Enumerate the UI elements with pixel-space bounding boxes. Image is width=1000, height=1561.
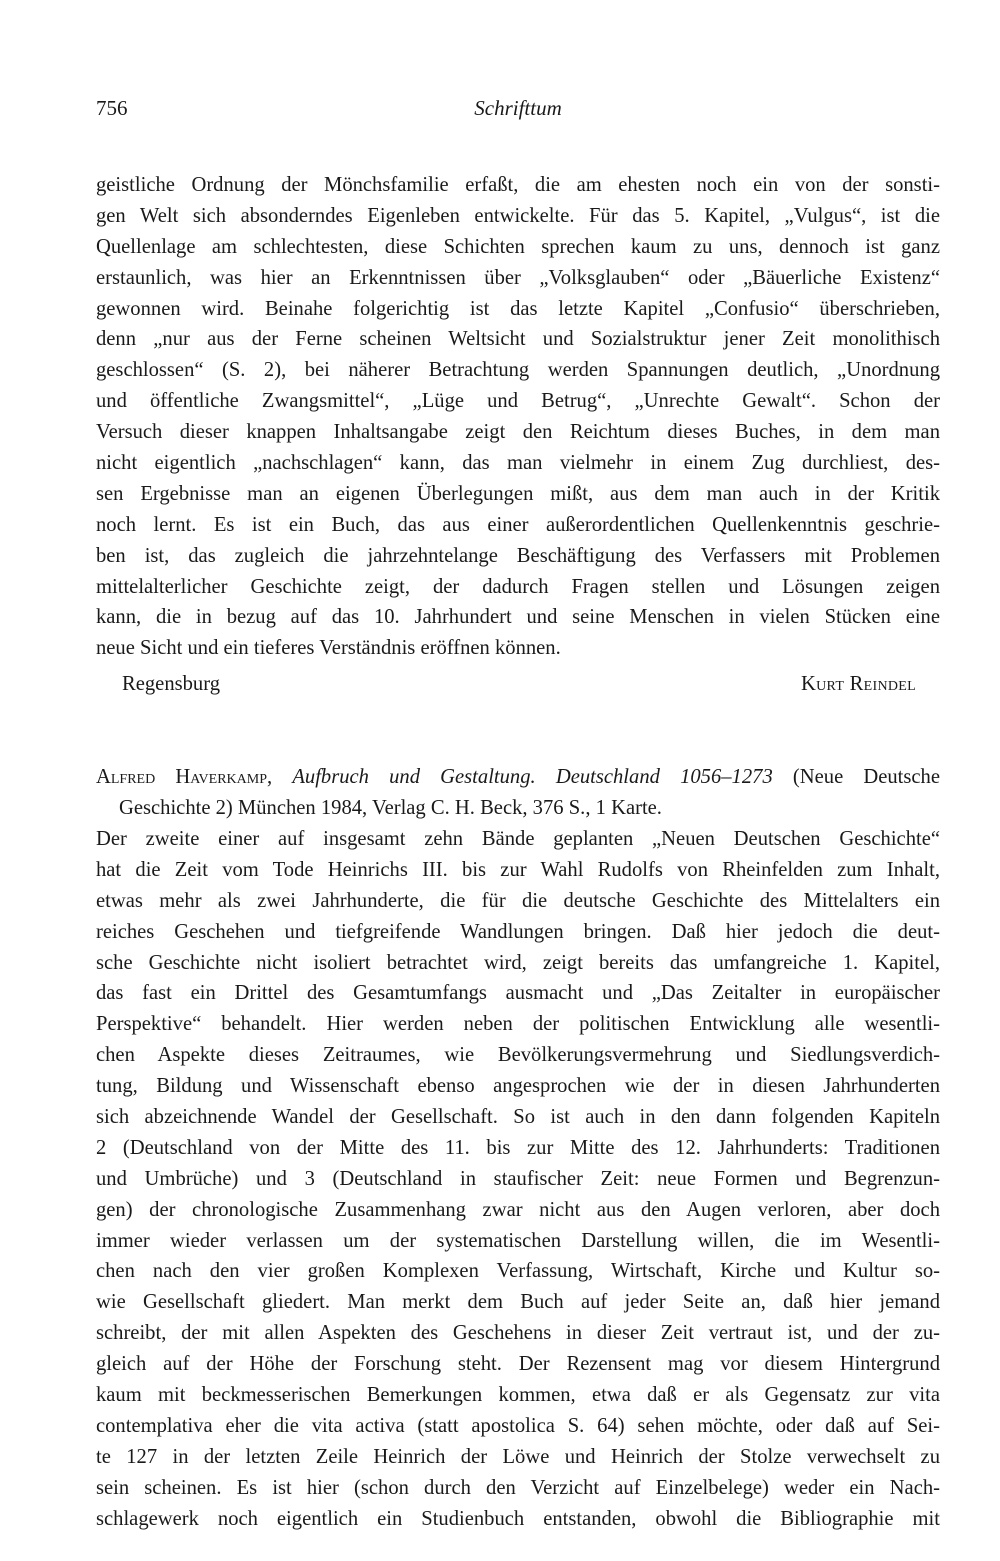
text-line: chen Aspekte dieses Zeitraumes, wie Bevölkerungsvermehrung und Siedlungsverdich- [96,1044,940,1067]
text-line: das fast ein Drittel des Gesamtumfangs ausmacht und „Das Zeitalter in europäischer [96,982,940,1005]
text-line: Quellenlage am schlechtesten, diese Schichten sprechen kaum zu uns, dennoch ist ganz [96,235,940,258]
text-line: kaum mit beckmesserischen Bemerkungen kommen, etwa daß er als Gegensatz zur vita [96,1384,940,1407]
text-line: gewonnen wird. Beinahe folgerichtig ist das letzte Kapitel „Confusio“ überschrieben, [96,297,940,320]
text-line: noch lernt. Es ist ein Buch, das aus einer außerordentlichen Quellenkenntnis geschrie- [96,513,940,536]
text-line: und öffentliche Zwangsmittel“, „Lüge und Betrug“, „Unrechte Gewalt“. Schon der [96,390,940,413]
text-line: sein scheinen. Es ist hier (schon durch den Verzicht auf Einzelbelege) weder ein Nach- [96,1476,940,1499]
text-line: nicht eigentlich „nachschlagen“ kann, das man vielmehr in einem Zug durchliest, des- [96,452,940,475]
text-line: wie Gesellschaft gliedert. Man merkt dem Buch auf jeder Seite an, daß hier jemand [96,1291,940,1314]
text-line: immer wieder verlassen um der systematischen Darstellung willen, die im Wesentli- [96,1229,940,1252]
text-line: tung, Bildung und Wissenschaft ebenso angesprochen wie der in diesen Jahrhunderten [96,1075,940,1098]
signature-place: Regensburg [122,673,221,695]
running-head: Schrifttum [474,96,562,120]
text-line: kann, die in bezug auf das 10. Jahrhundert und seine Menschen in vielen Stücken eine [96,606,940,629]
text-line: geistliche Ordnung der Mönchsfamilie erfaßt, die am ehesten noch ein von der sonsti- [96,174,940,196]
page-header [96,96,940,130]
text-line: neue Sicht und ein tieferes Verständnis eröffnen können. [96,637,561,660]
text-line: te 127 in der letzten Zeile Heinrich der Löwe und Heinrich der Stolze verwechselt zu [96,1445,940,1468]
text-line: ben ist, das zugleich die jahrzehntelange Beschäftigung des Verfassers mit Problemen [96,544,940,567]
citation-author: Alfred Haverkamp, [96,766,273,788]
text-line: reiches Geschehen und tiefgreifende Wandlungen bringen. Daß hier jedoch die deut- [96,920,940,943]
text-line: gleich auf der Höhe der Forschung steht. Der Rezensent mag vor diesem Hintergrund [96,1353,940,1376]
text-line: schlagewerk noch eigentlich ein Studienbuch entstanden, obwohl die Bibliographie mit [96,1507,940,1530]
review-2-citation [96,762,940,824]
text-line: Perspektive“ behandelt. Hier werden neben der politischen Entwicklung alle wesentli- [96,1013,940,1036]
text-line: gen Welt sich absonderndes Eigenleben entwickelte. Für das 5. Kapitel, „Vulgus“, ist die [96,204,940,227]
review-1-body [96,170,940,664]
page-number: 756 [96,96,128,120]
text-line: sen Ergebnisse man an eigenen Überlegungen mißt, aus dem man auch in der Kritik [96,482,940,505]
text-line: gen) der chronologische Zusammenhang zwar nicht aus den Augen verloren, aber doch [96,1198,940,1221]
text-line: chen nach den vier großen Komplexen Verfassung, Wirtschaft, Kirche und Kultur so- [96,1260,940,1283]
citation-title: Aufbruch und Gestaltung. Deutschland 1056–1273 [292,766,773,788]
signature-author: Kurt Reindel [800,673,916,695]
review-1-signature [122,669,916,700]
text-line: Der zweite einer auf insgesamt zehn Bände geplanten „Neuen Deutschen Geschichte“ [96,828,940,850]
text-line: Versuch dieser knappen Inhaltsangabe zeigt den Reichtum dieses Buches, in dem man [96,421,940,444]
text-line: hat die Zeit vom Tode Heinrichs III. bis zur Wahl Rudolfs von Rheinfelden zum Inhalt, [96,858,940,881]
text-line: etwas mehr als zwei Jahrhunderte, die für die deutsche Geschichte des Mittelalters ein [96,889,940,912]
citation-line-1 [96,762,940,793]
text-line: denn „nur aus der Ferne scheinen Weltsicht und Sozialstruktur jener Zeit monolithisch [96,328,940,351]
text-line: contemplativa eher die vita activa (statt apostolica S. 64) sehen möchte, oder daß auf Sei- [96,1414,940,1437]
citation-line-2: Geschichte 2) München 1984, Verlag C. H. Beck, 376 S., 1 Karte. [119,796,662,819]
review-2-body [96,824,940,1534]
text-line: sche Geschichte nicht isoliert betrachtet wird, zeigt bereits das umfangreiche 1. Kapitel, [96,951,940,974]
text-line: geschlossen“ (S. 2), bei näherer Betrachtung werden Spannungen deutlich, „Unordnung [96,359,940,382]
text-line: mittelalterlicher Geschichte zeigt, der dadurch Fragen stellen und Lösungen zeigen [96,575,940,598]
text-line: schreibt, der mit allen Aspekten des Geschehens in dieser Zeit vertraut ist, und der zu- [96,1322,940,1345]
text-line: und Umbrüche) und 3 (Deutschland in staufischer Zeit: neue Formen und Begrenzun- [96,1167,940,1190]
text-line: erstaunlich, was hier an Erkenntnissen über „Volksglauben“ oder „Bäuerliche Existenz“ [96,266,940,289]
text-line: 2 (Deutschland von der Mitte des 11. bis zur Mitte des 12. Jahrhunderts: Traditionen [96,1136,940,1159]
text-line: sich abzeichnende Wandel der Gesellschaft. So ist auch in den dann folgenden Kapiteln [96,1106,940,1129]
citation-series: (Neue Deutsche [792,766,940,788]
